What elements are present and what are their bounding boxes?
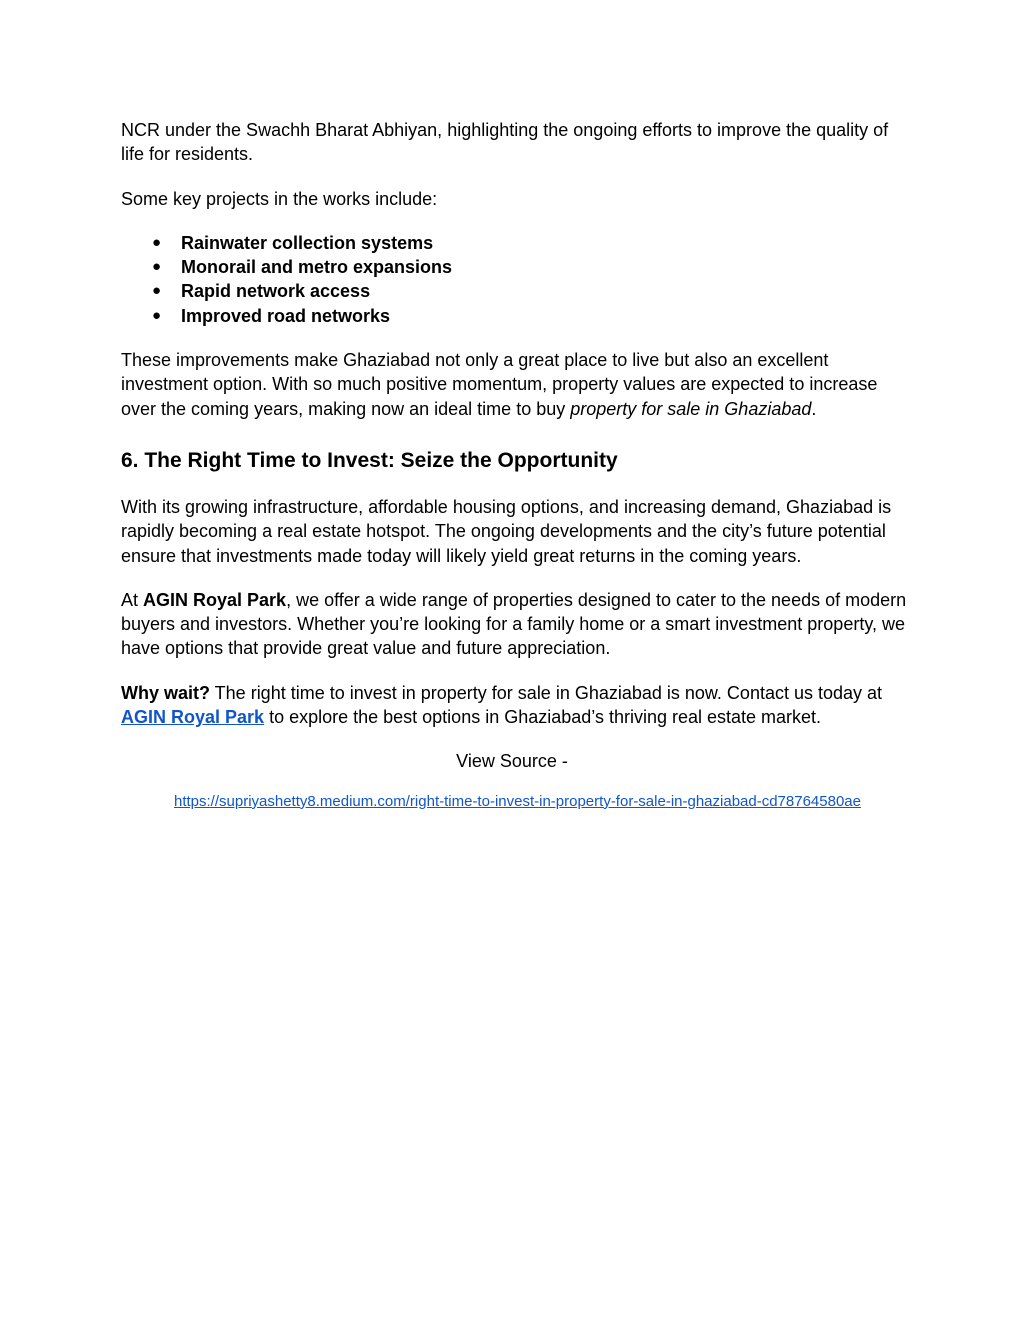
improvements-text: These improvements make Ghaziabad not only a great place to live but also an excellent investment option. With so much positive momentum, property values are expected to increase over the coming years, making now an ideal time to buy xyxy=(121,350,878,419)
improvements-emphasis: property for sale in Ghaziabad xyxy=(570,398,812,419)
bullet-icon: ● xyxy=(152,306,162,324)
source-link[interactable]: https://supriyashetty8.medium.com/right-time-to-invest-in-property-for-sale-in-ghaziabad-cd78764580ae xyxy=(174,792,861,810)
list-item-text: Rainwater collection systems xyxy=(181,232,434,253)
list-item xyxy=(121,304,911,328)
para3-end: to explore the best options in Ghaziabad’s thriving real estate market. xyxy=(264,707,822,728)
bullet-icon: ● xyxy=(152,282,162,300)
list-item xyxy=(121,279,911,303)
section-heading: 6. The Right Time to Invest: Seize the Opportunity xyxy=(121,448,618,472)
improvements-paragraph xyxy=(121,348,911,421)
list-item-text: Rapid network access xyxy=(181,281,371,302)
agin-royal-park-link[interactable]: AGIN Royal Park xyxy=(121,707,265,728)
brand-name: AGIN Royal Park xyxy=(143,589,287,610)
bullet-icon: ● xyxy=(152,233,162,251)
section-paragraph-2 xyxy=(121,588,911,661)
projects-list xyxy=(121,231,911,328)
section-paragraph-3 xyxy=(121,681,911,730)
view-source-label: View Source - xyxy=(456,751,568,772)
projects-lead: Some key projects in the works include: xyxy=(121,188,438,209)
bullet-icon: ● xyxy=(152,258,162,276)
para3-text: The right time to invest in property for sale in Ghaziabad is now. Contact us today at xyxy=(210,682,883,703)
section-paragraph-1: With its growing infrastructure, affordable housing options, and increasing demand, Ghaziabad is rapidly becoming a real estate hotspot. The ongoing developments and the city’s future potential ensure that investments made today will likely yield great returns in the coming years. xyxy=(121,496,892,566)
list-item-text: Improved road networks xyxy=(181,305,391,326)
para2-prefix: At xyxy=(121,589,144,610)
intro-paragraph: NCR under the Swachh Bharat Abhiyan, highlighting the ongoing efforts to improve the quality of life for residents. xyxy=(121,120,889,165)
document-page xyxy=(121,118,911,812)
why-wait-label: Why wait? xyxy=(121,682,210,703)
list-item xyxy=(121,255,911,279)
list-item xyxy=(121,231,911,255)
para2-rest: , we offer a wide range of properties designed to cater to the needs of modern buyers and investors. Whether you’re looking for a family home or a smart investment property, we have options that provide great value and future appreciation. xyxy=(121,589,907,659)
list-item-text: Monorail and metro expansions xyxy=(181,257,453,278)
improvements-end: . xyxy=(811,398,817,419)
